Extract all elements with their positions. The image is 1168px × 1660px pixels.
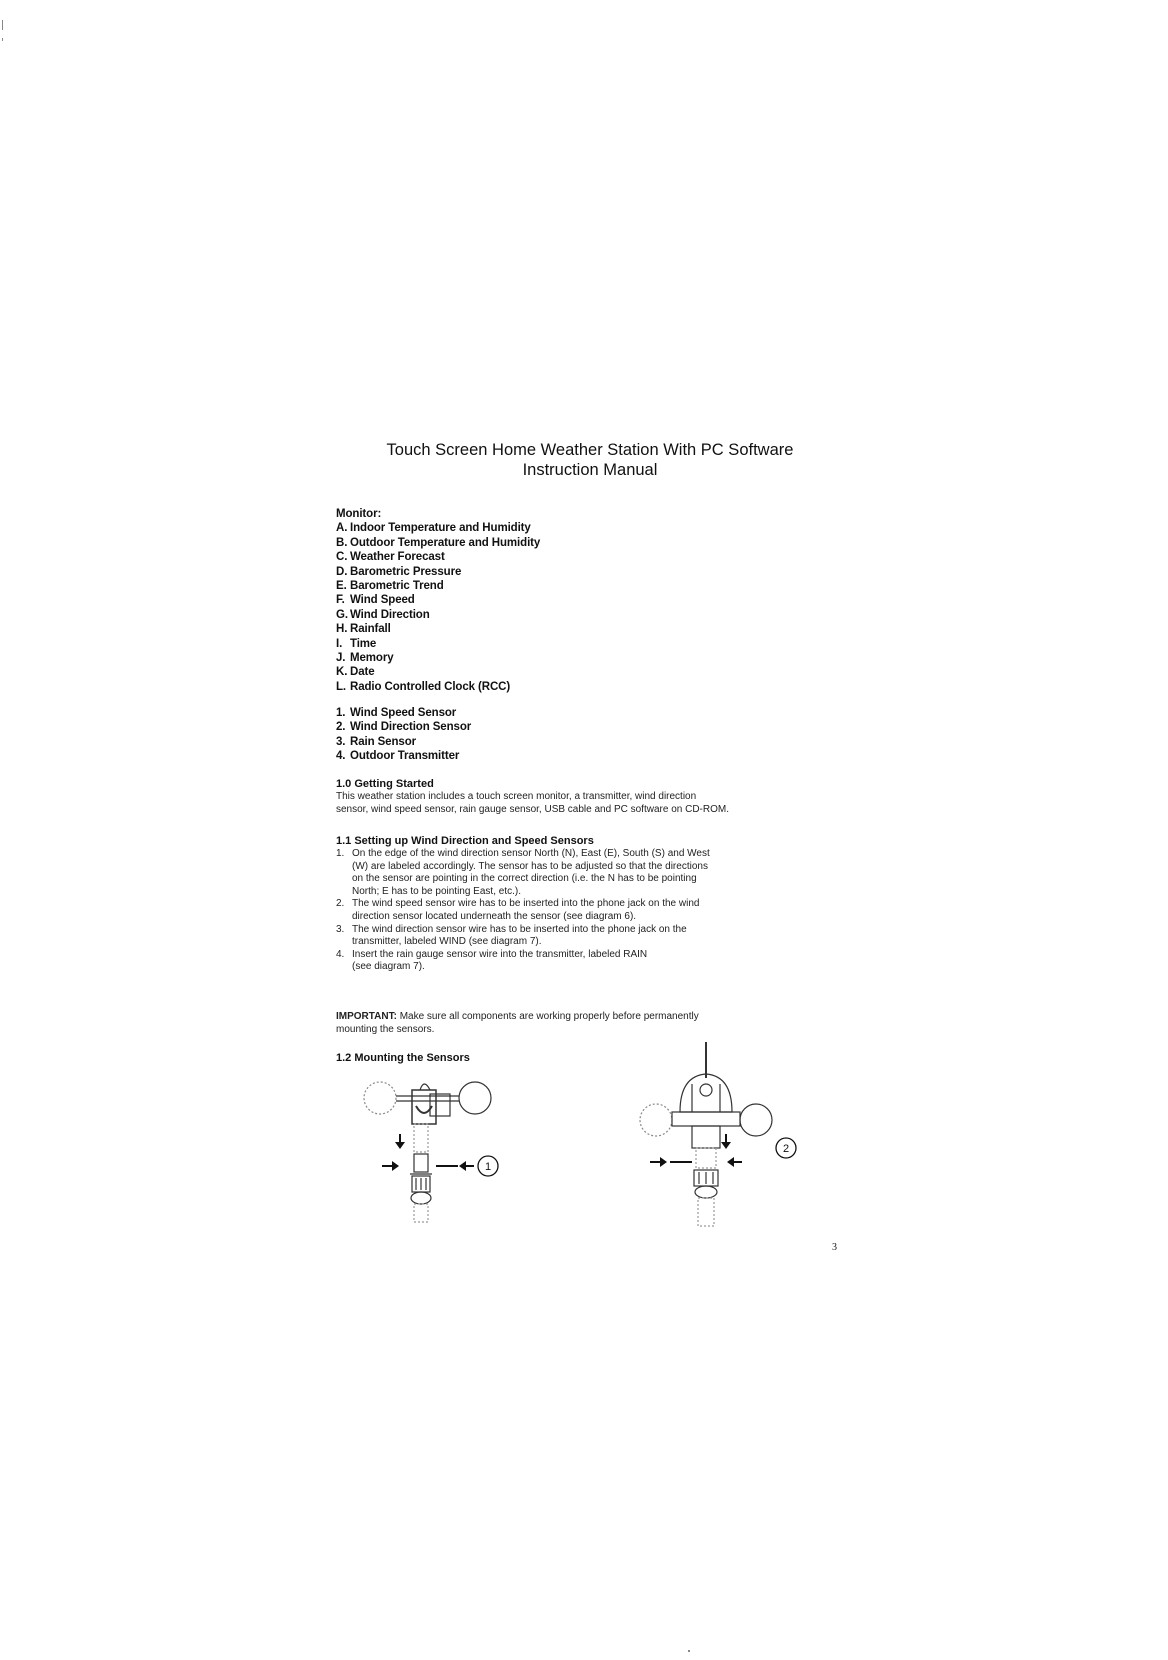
step-line: North; E has to be pointing East, etc.). [352, 885, 521, 897]
item-text: Rainfall [350, 623, 391, 636]
item-text: Wind Speed Sensor [350, 707, 457, 719]
paragraph-line: sensor, wind speed sensor, rain gauge sensor, USB cable and PC software on CD-ROM. [336, 803, 729, 815]
monitor-label: Monitor: [336, 508, 382, 520]
list-item [336, 949, 856, 974]
step-number: 3. [336, 923, 345, 935]
step-line: (W) are labeled accordingly. The sensor has to be adjusted so that the directions [352, 860, 708, 872]
list-item [336, 848, 856, 898]
step-line: (see diagram 7). [352, 961, 425, 973]
list-item [336, 622, 856, 636]
item-letter: G. [336, 608, 348, 621]
section-heading: 1.0 Getting Started [336, 778, 434, 790]
list-item [336, 651, 856, 665]
item-letter: B. [336, 536, 348, 549]
diagram-number-2: 2 [782, 1143, 790, 1155]
list-item [336, 720, 856, 734]
list-item [336, 706, 856, 720]
step-number: 2. [336, 898, 345, 910]
scan-speck [2, 38, 3, 41]
monitor-section [336, 507, 856, 694]
item-text: Barometric Trend [350, 580, 444, 593]
item-letter: H. [336, 623, 348, 636]
item-text: Outdoor Temperature and Humidity [350, 536, 541, 549]
diagram-wind-direction-sensor [636, 1040, 816, 1230]
list-item [336, 735, 856, 749]
page-number: 3 [832, 1242, 837, 1253]
item-text: Date [350, 666, 375, 679]
important-note [336, 1011, 856, 1036]
item-letter: L. [336, 680, 347, 693]
setup-steps [336, 848, 856, 974]
item-text: Rain Sensor [350, 735, 417, 748]
getting-started-section [336, 777, 856, 816]
item-text: Wind Direction [350, 608, 430, 621]
setup-section [336, 834, 856, 974]
item-letter: D. [336, 565, 348, 578]
item-text: Wind Speed [350, 594, 415, 607]
section-heading: 1.2 Mounting the Sensors [336, 1052, 470, 1064]
step-line: direction sensor located underneath the sensor (see diagram 6). [352, 910, 637, 922]
list-item [336, 749, 856, 763]
step-line: The wind speed sensor wire has to be inserted into the phone jack on the wind [352, 898, 700, 910]
list-item [336, 898, 856, 923]
scan-speck [2, 20, 3, 30]
list-item [336, 680, 856, 694]
item-letter: E. [336, 580, 347, 593]
list-item [336, 521, 856, 535]
item-text: Outdoor Transmitter [350, 750, 460, 763]
step-line: on the sensor are pointing in the correct direction (i.e. the N has to be pointing [352, 873, 697, 885]
step-line: The wind direction sensor wire has to be inserted into the phone jack on the [352, 923, 687, 935]
item-letter: I. [336, 637, 343, 650]
item-number: 2. [336, 721, 346, 734]
document-title-line1: Touch Screen Home Weather Station With PC Software [386, 441, 794, 459]
sensors-list [336, 706, 856, 764]
step-number: 4. [336, 948, 345, 960]
step-number: 1. [336, 848, 345, 859]
item-letter: K. [336, 666, 348, 679]
item-number: 3. [336, 735, 346, 748]
list-item [336, 565, 856, 579]
item-letter: C. [336, 551, 348, 564]
list-item [336, 637, 856, 651]
list-item [336, 536, 856, 550]
item-letter: J. [336, 652, 346, 665]
important-text-line2: mounting the sensors. [336, 1023, 435, 1035]
item-text: Barometric Pressure [350, 565, 462, 578]
item-number: 4. [336, 750, 346, 763]
list-item [336, 593, 856, 607]
list-item [336, 665, 856, 679]
item-number: 1. [336, 707, 346, 719]
step-line: On the edge of the wind direction sensor North (N), East (E), South (S) and West [352, 848, 710, 859]
step-line: transmitter, labeled WIND (see diagram 7). [352, 936, 542, 948]
diagram-wind-speed-sensor [360, 1076, 520, 1226]
item-text: Time [350, 637, 377, 650]
diagram-number-1: 1 [484, 1161, 492, 1173]
list-item [336, 550, 856, 564]
monitor-list [336, 521, 856, 694]
scan-speck [688, 1650, 690, 1652]
important-label: IMPORTANT: [336, 1011, 397, 1022]
step-line: Insert the rain gauge sensor wire into the transmitter, labeled RAIN [352, 948, 648, 960]
document-title-line2: Instruction Manual [522, 461, 658, 479]
important-text: Make sure all components are working properly before permanently [396, 1011, 699, 1022]
item-text: Indoor Temperature and Humidity [350, 522, 531, 535]
paragraph-line: This weather station includes a touch screen monitor, a transmitter, wind direction [336, 791, 697, 802]
item-text: Radio Controlled Clock (RCC) [350, 680, 511, 693]
item-letter: A. [336, 522, 348, 535]
item-text: Memory [350, 652, 394, 665]
list-item [336, 924, 856, 949]
section-heading: 1.1 Setting up Wind Direction and Speed Sensors [336, 835, 594, 847]
list-item [336, 579, 856, 593]
item-letter: F. [336, 594, 345, 607]
item-text: Weather Forecast [350, 551, 445, 564]
list-item [336, 608, 856, 622]
item-text: Wind Direction Sensor [350, 721, 472, 734]
